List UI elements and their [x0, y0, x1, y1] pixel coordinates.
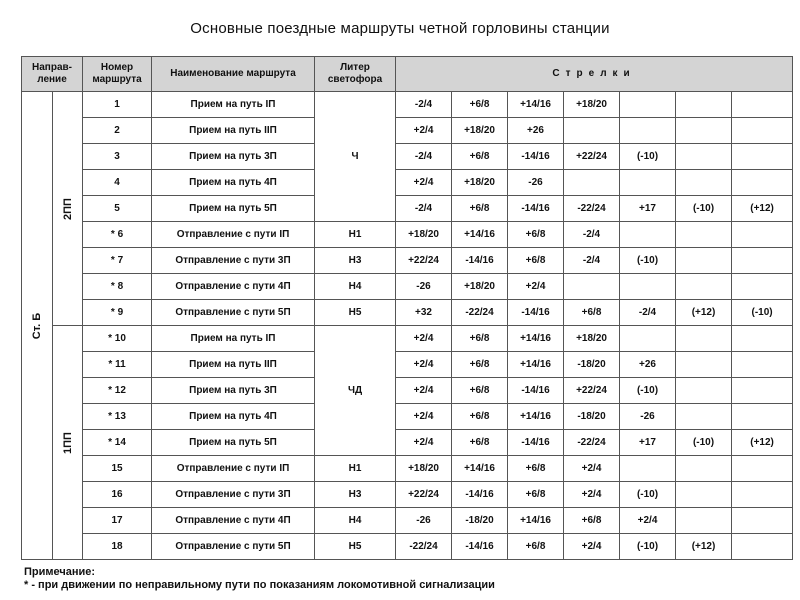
switch-cell: +6/8: [452, 196, 508, 222]
asterisk-mark: *: [108, 359, 113, 370]
asterisk-mark: *: [108, 437, 113, 448]
asterisk-mark: *: [110, 307, 115, 318]
switch-cell: (+12): [732, 196, 793, 222]
route-number: 8: [117, 281, 124, 292]
switch-cell: -26: [508, 170, 564, 196]
switch-cell: +18/20: [452, 118, 508, 144]
switch-cell: +18/20: [396, 222, 452, 248]
switch-cell: [732, 456, 793, 482]
header-direction: Направ-ление: [22, 57, 83, 92]
switch-cell: +17: [620, 196, 676, 222]
route-name-cell: Прием на путь 4П: [152, 170, 315, 196]
route-name-cell: Прием на путь IП: [152, 326, 315, 352]
table-row: [22, 352, 793, 378]
signal-cell: Н4: [315, 508, 396, 534]
switch-cell: -26: [396, 508, 452, 534]
route-number-cell: [83, 430, 152, 456]
table-row: [22, 144, 793, 170]
switch-cell: +32: [396, 300, 452, 326]
route-number: 4: [114, 177, 120, 188]
switch-cell: +14/16: [452, 456, 508, 482]
switch-cell: (-10): [620, 482, 676, 508]
switch-cell: [676, 508, 732, 534]
switch-cell: +6/8: [564, 300, 620, 326]
routes-table: [21, 56, 793, 560]
switch-cell: +2/4: [396, 378, 452, 404]
signal-cell: Н1: [315, 456, 396, 482]
switch-cell: [732, 222, 793, 248]
switch-cell: -2/4: [396, 92, 452, 118]
switch-cell: [564, 274, 620, 300]
switch-cell: (-10): [620, 378, 676, 404]
route-number: 14: [114, 437, 126, 448]
group-label: 1ПП: [61, 431, 74, 454]
asterisk-mark: *: [108, 385, 113, 396]
switch-cell: (-10): [732, 300, 793, 326]
switch-cell: +6/8: [452, 352, 508, 378]
switch-cell: (-10): [620, 144, 676, 170]
switch-cell: +6/8: [508, 248, 564, 274]
switch-cell: [732, 508, 793, 534]
switch-cell: +22/24: [396, 482, 452, 508]
switch-cell: +2/4: [396, 118, 452, 144]
switch-cell: +22/24: [564, 144, 620, 170]
route-number-cell: [83, 508, 152, 534]
route-number-cell: [83, 92, 152, 118]
switch-cell: [732, 92, 793, 118]
switch-cell: +26: [508, 118, 564, 144]
switch-cell: -26: [620, 404, 676, 430]
switch-cell: [732, 326, 793, 352]
switch-cell: [620, 456, 676, 482]
switch-cell: +2/4: [396, 404, 452, 430]
route-number: 2: [114, 125, 120, 136]
switch-cell: +2/4: [564, 482, 620, 508]
route-name-cell: Отправление с пути 5П: [152, 534, 315, 560]
switch-cell: +6/8: [452, 92, 508, 118]
table-row: [22, 482, 793, 508]
switch-cell: (+12): [676, 534, 732, 560]
switch-cell: +2/4: [396, 170, 452, 196]
route-number: 13: [114, 411, 126, 422]
route-name-cell: Прием на путь 5П: [152, 430, 315, 456]
group-cell: [53, 92, 83, 326]
route-number-cell: [83, 352, 152, 378]
switch-cell: +6/8: [452, 144, 508, 170]
route-number: 12: [114, 385, 126, 396]
switch-cell: +2/4: [396, 430, 452, 456]
asterisk-mark: *: [110, 229, 115, 240]
table-row: [22, 118, 793, 144]
switch-cell: -14/16: [508, 430, 564, 456]
route-number-cell: [83, 534, 152, 560]
switch-cell: [676, 274, 732, 300]
route-number: 18: [111, 541, 123, 552]
switch-cell: +2/4: [620, 508, 676, 534]
switch-cell: [676, 92, 732, 118]
switch-cell: +6/8: [452, 326, 508, 352]
table-row: [22, 274, 793, 300]
table-row: [22, 326, 793, 352]
route-number-cell: [83, 404, 152, 430]
header-switches: Стрелки: [396, 57, 793, 92]
route-number-cell: [83, 222, 152, 248]
route-number: 5: [114, 203, 120, 214]
switch-cell: (-10): [676, 430, 732, 456]
switch-cell: +6/8: [564, 508, 620, 534]
switch-cell: +2/4: [508, 274, 564, 300]
switch-cell: +17: [620, 430, 676, 456]
switch-cell: +2/4: [396, 352, 452, 378]
switch-cell: (-10): [676, 196, 732, 222]
route-number: 7: [117, 255, 124, 266]
switch-cell: [732, 378, 793, 404]
route-number: 11: [115, 359, 126, 370]
switch-cell: -14/16: [508, 196, 564, 222]
switch-cell: [732, 248, 793, 274]
switch-cell: +14/16: [508, 326, 564, 352]
table-row: [22, 92, 793, 118]
switch-cell: [676, 378, 732, 404]
route-name-cell: Прием на путь 3П: [152, 144, 315, 170]
switch-cell: [676, 222, 732, 248]
route-name-cell: Отправление с пути IП: [152, 456, 315, 482]
signal-cell: Н1: [315, 222, 396, 248]
table-row: [22, 534, 793, 560]
switch-cell: +6/8: [452, 378, 508, 404]
switch-cell: [620, 170, 676, 196]
table-row: [22, 196, 793, 222]
switch-cell: +26: [620, 352, 676, 378]
route-number: 1: [114, 99, 120, 110]
switch-cell: +18/20: [564, 92, 620, 118]
switch-cell: -22/24: [564, 196, 620, 222]
switch-cell: -18/20: [564, 352, 620, 378]
switch-cell: +6/8: [452, 430, 508, 456]
switch-cell: +2/4: [396, 326, 452, 352]
footnote: [24, 566, 495, 592]
route-number-cell: [83, 326, 152, 352]
switch-cell: [620, 326, 676, 352]
table-row: [22, 456, 793, 482]
switch-cell: [676, 352, 732, 378]
switch-cell: [564, 118, 620, 144]
table-row: [22, 378, 793, 404]
route-name-cell: Отправление с пути 4П: [152, 274, 315, 300]
switch-cell: -14/16: [508, 144, 564, 170]
switch-cell: +18/20: [564, 326, 620, 352]
route-number-cell: [83, 118, 152, 144]
route-number-cell: [83, 170, 152, 196]
table-row: [22, 248, 793, 274]
route-number: 17: [111, 515, 123, 526]
switch-cell: +6/8: [508, 456, 564, 482]
switch-cell: -18/20: [564, 404, 620, 430]
table-row: [22, 508, 793, 534]
route-number-cell: [83, 274, 152, 300]
signal-cell: ЧД: [315, 326, 396, 456]
switch-cell: [676, 170, 732, 196]
header-route-name: Наименование маршрута: [152, 57, 315, 92]
switch-cell: -26: [396, 274, 452, 300]
switch-cell: (+12): [732, 430, 793, 456]
switch-cell: -2/4: [620, 300, 676, 326]
switch-cell: -22/24: [564, 430, 620, 456]
switch-cell: [732, 170, 793, 196]
route-name-cell: Прием на путь 4П: [152, 404, 315, 430]
route-name-cell: Отправление с пути 4П: [152, 508, 315, 534]
page-title: Основные поездные маршруты четной горловины станции: [190, 20, 610, 37]
header-route-number: Номер маршрута: [83, 57, 152, 92]
table-row: [22, 404, 793, 430]
switch-cell: +14/16: [508, 92, 564, 118]
group-cell: [53, 326, 83, 560]
table-row: [22, 430, 793, 456]
switch-cell: [676, 482, 732, 508]
switch-cell: +18/20: [396, 456, 452, 482]
switch-cell: [676, 118, 732, 144]
switch-cell: -22/24: [452, 300, 508, 326]
switch-cell: -2/4: [564, 222, 620, 248]
route-name-cell: Прием на путь 3П: [152, 378, 315, 404]
switch-cell: [676, 144, 732, 170]
footnote-heading: Примечание:: [24, 566, 96, 578]
switch-cell: +22/24: [564, 378, 620, 404]
route-number: 3: [114, 151, 120, 162]
asterisk-mark: *: [108, 333, 113, 344]
switch-cell: +6/8: [508, 222, 564, 248]
signal-cell: Ч: [315, 92, 396, 222]
switch-cell: +6/8: [452, 404, 508, 430]
group-label: 2ПП: [61, 197, 74, 220]
route-number: 6: [117, 229, 124, 240]
route-name-cell: Отправление с пути 3П: [152, 482, 315, 508]
switch-cell: +6/8: [508, 534, 564, 560]
route-number-cell: [83, 482, 152, 508]
route-number-cell: [83, 300, 152, 326]
switch-cell: [732, 274, 793, 300]
route-name-cell: Прием на путь IП: [152, 92, 315, 118]
switch-cell: [620, 222, 676, 248]
switch-cell: -2/4: [564, 248, 620, 274]
signal-cell: Н5: [315, 534, 396, 560]
switch-cell: -14/16: [508, 300, 564, 326]
switch-cell: [620, 118, 676, 144]
table-row: [22, 222, 793, 248]
asterisk-mark: *: [110, 281, 115, 292]
switch-cell: +14/16: [508, 508, 564, 534]
switch-cell: +14/16: [508, 404, 564, 430]
switch-cell: +22/24: [396, 248, 452, 274]
switch-cell: +14/16: [452, 222, 508, 248]
route-number: 10: [114, 333, 126, 344]
route-number-cell: [83, 144, 152, 170]
switch-cell: -14/16: [452, 534, 508, 560]
route-name-cell: Отправление с пути 3П: [152, 248, 315, 274]
switch-cell: [732, 534, 793, 560]
switch-cell: (+12): [676, 300, 732, 326]
asterisk-mark: *: [108, 411, 113, 422]
route-number: 16: [111, 489, 123, 500]
switch-cell: (-10): [620, 248, 676, 274]
switch-cell: (-10): [620, 534, 676, 560]
route-number: 9: [117, 307, 124, 318]
route-name-cell: Прием на путь IIП: [152, 352, 315, 378]
signal-cell: Н5: [315, 300, 396, 326]
route-name-cell: Прием на путь IIП: [152, 118, 315, 144]
switch-cell: [620, 274, 676, 300]
table-row: [22, 170, 793, 196]
switch-cell: +18/20: [452, 274, 508, 300]
switch-cell: +2/4: [564, 456, 620, 482]
switch-cell: [676, 456, 732, 482]
header-signal: Литер светофора: [315, 57, 396, 92]
route-number-cell: [83, 456, 152, 482]
switch-cell: -2/4: [396, 144, 452, 170]
switch-cell: +6/8: [508, 482, 564, 508]
switch-cell: [620, 92, 676, 118]
table-row: [22, 300, 793, 326]
switch-cell: [676, 404, 732, 430]
header-row: [22, 57, 793, 92]
switch-cell: -2/4: [396, 196, 452, 222]
switch-cell: +18/20: [452, 170, 508, 196]
switch-cell: [676, 326, 732, 352]
switch-cell: [732, 482, 793, 508]
switch-cell: [732, 118, 793, 144]
switch-cell: -14/16: [452, 482, 508, 508]
switch-cell: [732, 144, 793, 170]
route-number: 15: [111, 463, 123, 474]
switch-cell: -14/16: [452, 248, 508, 274]
switch-cell: [732, 352, 793, 378]
route-name-cell: Отправление с пути IП: [152, 222, 315, 248]
route-number-cell: [83, 248, 152, 274]
switch-cell: -22/24: [396, 534, 452, 560]
switch-cell: -18/20: [452, 508, 508, 534]
route-number-cell: [83, 378, 152, 404]
switch-cell: [676, 248, 732, 274]
footnote-text: * - при движении по неправильному пути по показаниям локомотивной сигнализации: [24, 579, 495, 591]
direction-label: Ст. Б: [31, 312, 43, 339]
signal-cell: Н4: [315, 274, 396, 300]
switch-cell: [732, 404, 793, 430]
direction-cell: [22, 92, 53, 560]
route-name-cell: Отправление с пути 5П: [152, 300, 315, 326]
table-body: [22, 92, 793, 560]
signal-cell: Н3: [315, 248, 396, 274]
switch-cell: +14/16: [508, 352, 564, 378]
route-name-cell: Прием на путь 5П: [152, 196, 315, 222]
switch-cell: +2/4: [564, 534, 620, 560]
asterisk-mark: *: [110, 255, 115, 266]
switch-cell: [564, 170, 620, 196]
switch-cell: -14/16: [508, 378, 564, 404]
route-number-cell: [83, 196, 152, 222]
signal-cell: Н3: [315, 482, 396, 508]
